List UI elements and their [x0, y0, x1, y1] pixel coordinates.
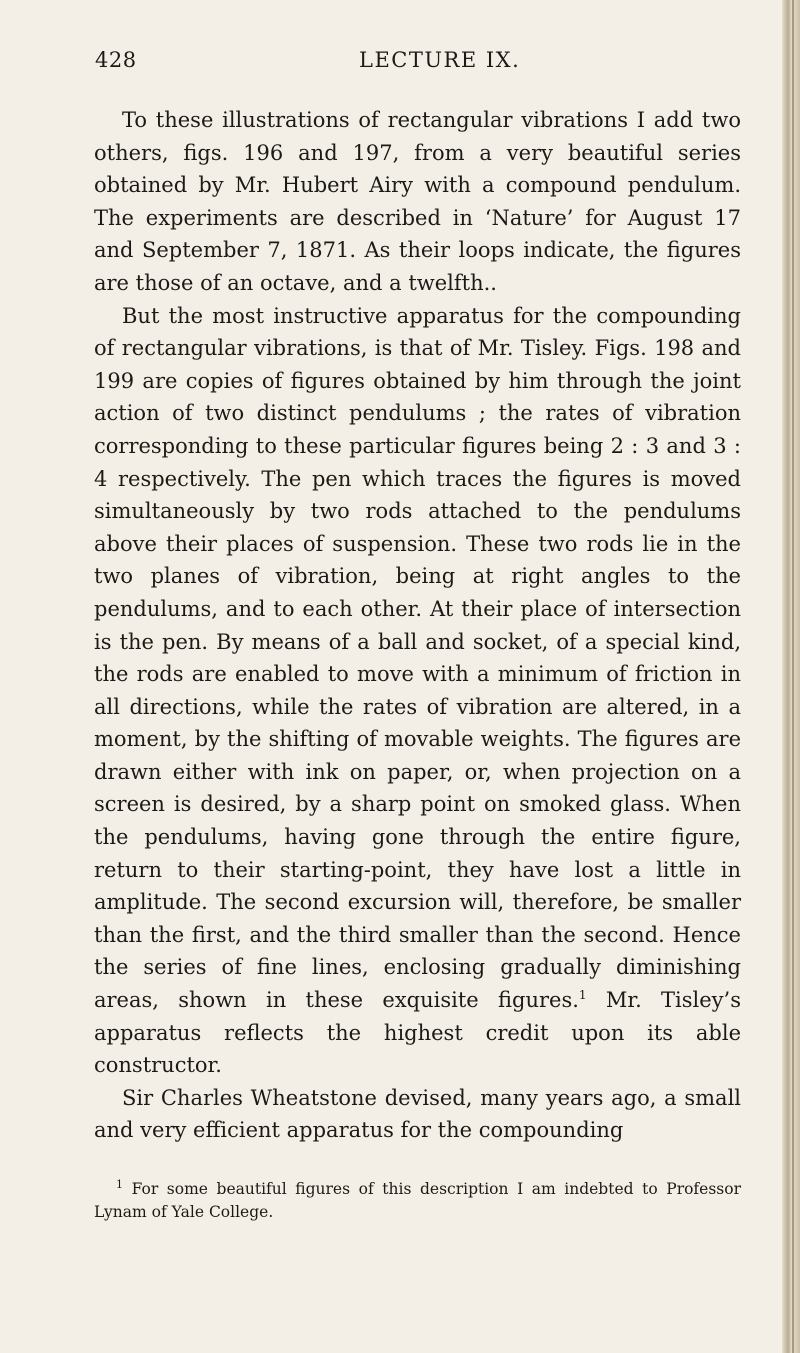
body-text	[94, 104, 741, 1147]
page-header	[95, 46, 740, 74]
paragraph-3	[94, 1082, 741, 1147]
paragraph-2-text: But the most instructive apparatus for the compounding of rectangular vibrations, is that of Mr. Tisley. Figs. 198 and 199 are copies of figures obtained by him through the joint action of two distinct pendulums ; the rates of vibration corresponding to these particular figures being 2 : 3 and 3 : 4 respectively. The pen which traces the figures is moved simultaneously by two rods attached to the pendulums above their places of suspension. These two rods lie in the two planes of vibration, being at right angles to the pendulums, and to each other. At their place of intersection is the pen. By means of a ball and socket, of a special kind, the rods are enabled to move with a minimum of friction in all directions, while the rates of vibration are altered, in a moment, by the shifting of movable weights. The figures are drawn either with ink on paper, or, when projection on a screen is desired, by a sharp point on smoked glass. When the pendulums, having gone through the entire figure, return to their starting-point, they have lost a little in amplitude. The second excursion will, therefore, be smaller than the first, and the third smaller than the second. Hence the series of fine lines, enclosing gradually diminishing areas, shown in these exquisite figures.	[94, 303, 741, 1013]
footnote-text: For some beautiful figures of this description I am indebted to Professor Lynam of Yale College.	[94, 1180, 741, 1221]
paragraph-2	[94, 300, 741, 1082]
footnote-mark: 1	[116, 1177, 123, 1191]
paragraph-1-text: To these illustrations of rectangular vibrations I add two others, figs. 196 and 197, from a very beautiful series obtained by Mr. Hubert Airy with a compound pendulum. The experiments are described in ‘Nature’ for August 17 and September 7, 1871. As their loops indicate, the figures are those of an octave, and a twelfth..	[94, 108, 741, 295]
page-edge-line	[792, 0, 794, 1353]
footnote	[94, 1178, 741, 1224]
paragraph-2-text-continued: Mr. Tisley’s apparatus reflects the highest credit upon its able constructor.	[94, 988, 741, 1078]
running-head: LECTURE IX.	[359, 48, 521, 72]
footnote-reference: 1	[578, 988, 587, 1003]
page-number: 428	[95, 48, 137, 72]
paragraph-3-text: Sir Charles Wheatstone devised, many years ago, a small and very efficient apparatus for the compounding	[94, 1085, 741, 1143]
paragraph-1	[94, 104, 741, 300]
page-edge	[782, 0, 800, 1353]
